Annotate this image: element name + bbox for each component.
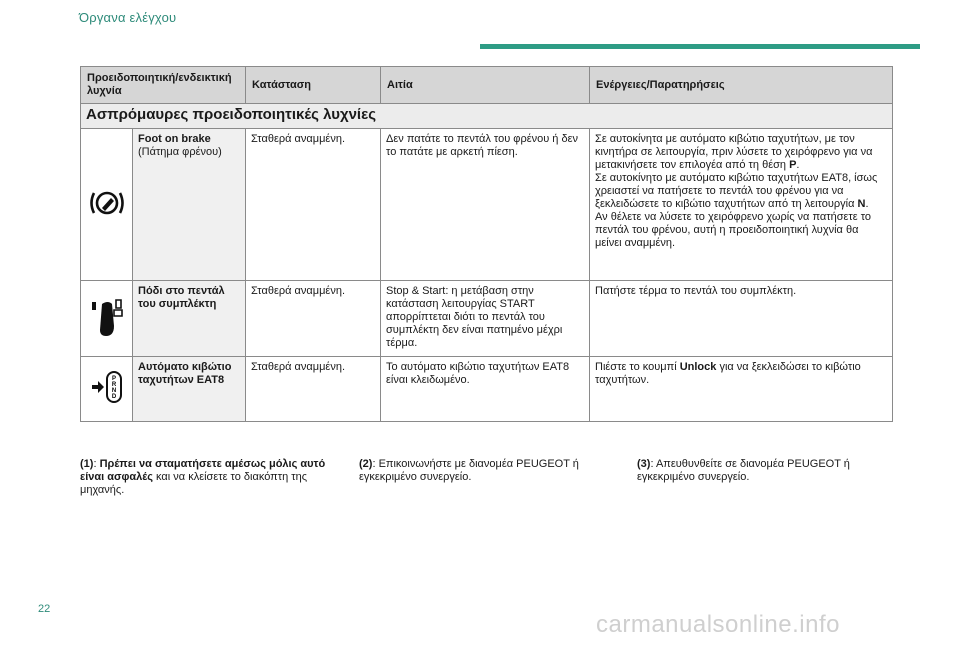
state-cell: Σταθερά αναμμένη. <box>246 129 381 281</box>
gearbox-lock-icon <box>81 357 133 422</box>
state-cell: Σταθερά αναμμένη. <box>246 357 381 422</box>
cause-cell: Δεν πατάτε το πεντάλ του φρένου ή δεν το πατάτε με αρκετή πίεση. <box>381 129 590 281</box>
action-paragraph: Σε αυτοκίνητο με αυτόματο κιβώτιο ταχυτήτων EAT8, ίσως χρειαστεί να πατήσετε το πεντάλ του φρένου για να ξεκλειδώσετε το κιβώτιο ταχυτήτων από τη λειτουργία N. <box>595 172 878 210</box>
lamp-name-cell <box>133 357 246 422</box>
gear-letter-r: R <box>111 382 116 388</box>
group-title: Ασπρόμαυρες προειδοποιητικές λυχνίες <box>81 104 893 129</box>
footnote-1: (1): Πρέπει να σταματήσετε αμέσως μόλις αυτό είναι ασφαλές και να κλείσετε το διακόπτη της μηχανής. <box>80 458 326 496</box>
brake-foot-icon <box>81 129 133 281</box>
lamp-name: Αυτόματο κιβώτιο ταχυτήτων EAT8 <box>138 361 232 386</box>
state-cell: Σταθερά αναμμένη. <box>246 281 381 357</box>
action-paragraph: Σε αυτοκίνητα με αυτόματο κιβώτιο ταχυτήτων, με τον κινητήρα σε λειτουργία, πριν λύσετε το χειρόφρενο για να μετακινήσετε τον επιλογέα από τη θέση P. <box>595 133 873 171</box>
table-row <box>81 357 893 422</box>
table-row <box>81 281 893 357</box>
footnote-3: (3): Απευθυνθείτε σε διανομέα PEUGEOT ή εγκεκριμένο συνεργείο. <box>637 458 850 483</box>
section-title-rule <box>480 44 920 49</box>
clutch-foot-icon <box>81 281 133 357</box>
gear-letter-d: D <box>111 394 116 400</box>
lamp-name: Πόδι στο πεντάλ του συμπλέκτη <box>138 285 225 310</box>
column-header-actions: Ενέργειες/Παρατηρήσεις <box>590 67 893 104</box>
warning-lamps-table <box>80 66 893 422</box>
table-row <box>81 129 893 281</box>
watermark: carmanualsonline.info <box>596 611 840 638</box>
cause-cell: Το αυτόματο κιβώτιο ταχυτήτων EAT8 είναι κλειδωμένο. <box>381 357 590 422</box>
action-cell: Πατήστε τέρμα το πεντάλ του συμπλέκτη. <box>590 281 893 357</box>
column-header-cause: Αιτία <box>381 67 590 104</box>
footnote-2: (2): Επικοινωνήστε με διανομέα PEUGEOT ή εγκεκριμένο συνεργείο. <box>359 458 579 483</box>
group-row <box>81 104 893 129</box>
gear-letter-n: N <box>111 388 116 394</box>
gear-letter-p: P <box>111 376 116 382</box>
action-paragraph: Αν θέλετε να λύσετε το χειρόφρενο χωρίς να πατήσετε το πεντάλ του φρένου, αυτή η προειδοποιητική λυχνία θα μείνει αναμμένη. <box>595 211 872 249</box>
page-number: 22 <box>38 603 51 615</box>
table-header-row <box>81 67 893 104</box>
column-header-state: Κατάσταση <box>246 67 381 104</box>
column-header-lamp: Προειδοποιητική/ενδεικτική λυχνία <box>81 67 246 104</box>
action-cell: Πιέστε το κουμπί Unlock για να ξεκλειδώσει το κιβώτιο ταχυτήτων. <box>590 357 893 422</box>
lamp-name-cell <box>133 129 246 281</box>
lamp-name: Foot on brake <box>138 133 211 145</box>
action-cell <box>590 129 893 281</box>
section-title: Όργανα ελέγχου <box>79 10 177 25</box>
lamp-name-sub: (Πάτημα φρένου) <box>138 146 222 158</box>
cause-cell: Stop & Start: η μετάβαση στην κατάσταση λειτουργίας START απορρίπτεται διότι το πεντάλ του συμπλέκτη δεν είναι πατημένο μέχρι τέρμα. <box>381 281 590 357</box>
lamp-name-cell <box>133 281 246 357</box>
